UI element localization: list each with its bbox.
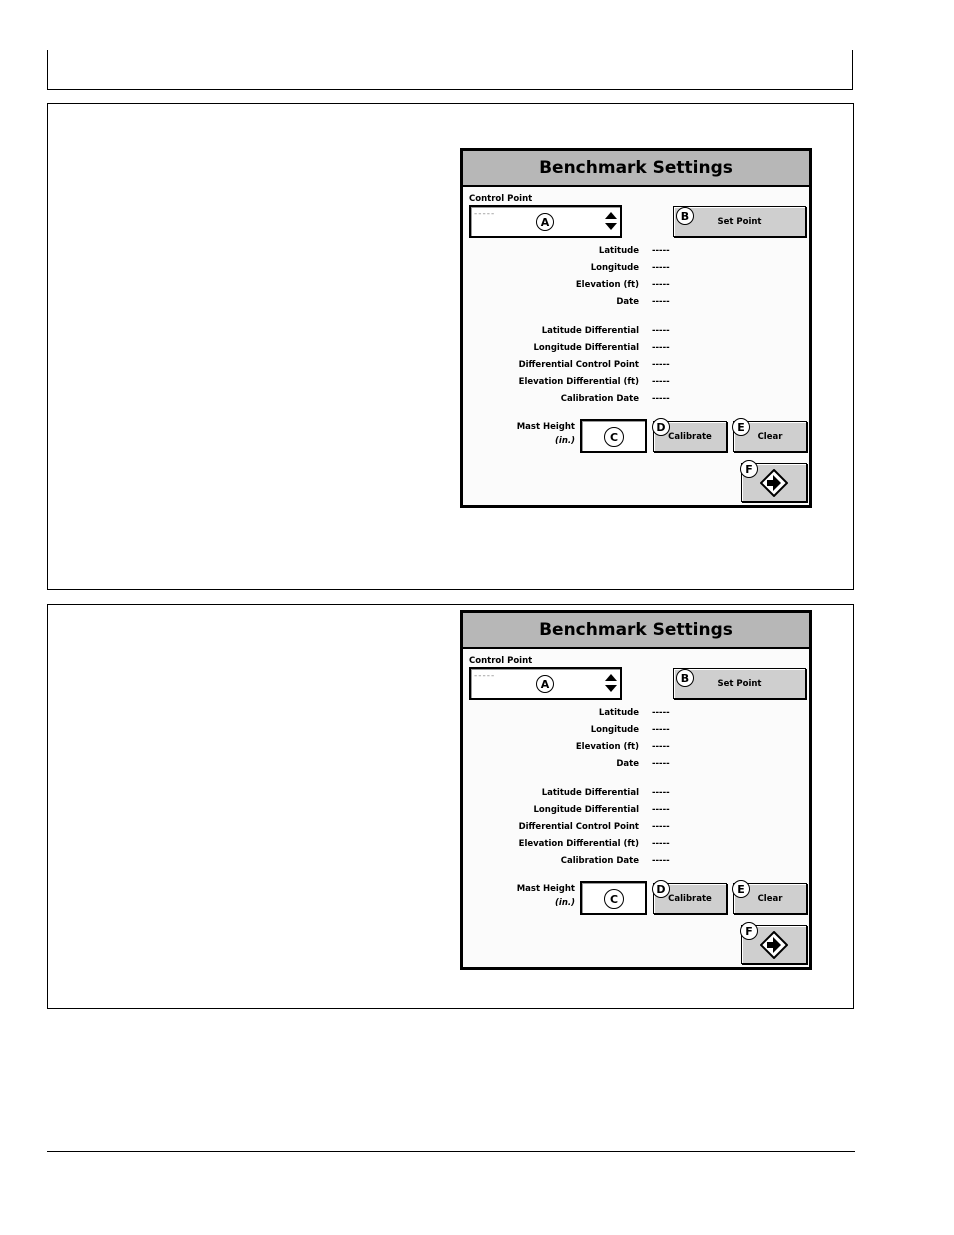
- callout-e: E: [732, 418, 750, 436]
- callout-c: C: [604, 889, 624, 909]
- set-point-button[interactable]: [673, 206, 806, 237]
- mast-height-input[interactable]: [580, 881, 647, 915]
- elevation-value: -----: [652, 742, 670, 752]
- callout-d: D: [652, 880, 670, 898]
- longitude-label: Longitude: [590, 263, 639, 273]
- latitude-value: -----: [652, 708, 670, 718]
- calibrate-label: Calibrate: [668, 431, 712, 442]
- arrow-right-diamond-icon: [760, 469, 788, 497]
- date-value: -----: [652, 759, 670, 769]
- control-point-label: Control Point: [469, 656, 533, 666]
- latitude-differential-label: Latitude Differential: [541, 326, 639, 336]
- mast-height-label: Mast Height: [516, 422, 575, 432]
- calibration-date-label: Calibration Date: [560, 856, 639, 866]
- callout-b: B: [676, 669, 694, 687]
- bottom-rule: [47, 1151, 855, 1152]
- control-point-dropdown[interactable]: [469, 205, 622, 238]
- control-point-placeholder: -----: [474, 209, 496, 219]
- calibrate-label: Calibrate: [668, 893, 712, 904]
- callout-f: F: [740, 460, 758, 478]
- callout-a: A: [536, 675, 554, 693]
- elevation-differential-label: Elevation Differential (ft): [518, 839, 639, 849]
- elevation-value: -----: [652, 280, 670, 290]
- differential-control-point-label: Differential Control Point: [518, 360, 639, 370]
- mast-height-unit: (in.): [555, 436, 575, 446]
- screen-title: Benchmark Settings: [463, 151, 809, 187]
- control-point-placeholder: -----: [474, 671, 496, 681]
- differential-control-point-value: -----: [652, 822, 670, 832]
- control-point-label: Control Point: [469, 194, 533, 204]
- elevation-differential-label: Elevation Differential (ft): [518, 377, 639, 387]
- elevation-label: Elevation (ft): [575, 742, 639, 752]
- callout-b: B: [676, 207, 694, 225]
- elevation-differential-value: -----: [652, 839, 670, 849]
- callout-d: D: [652, 418, 670, 436]
- callout-e: E: [732, 880, 750, 898]
- elevation-label: Elevation (ft): [575, 280, 639, 290]
- screen-title: Benchmark Settings: [463, 613, 809, 649]
- latitude-label: Latitude: [598, 708, 639, 718]
- latitude-value: -----: [652, 246, 670, 256]
- elevation-differential-value: -----: [652, 377, 670, 387]
- longitude-differential-label: Longitude Differential: [533, 343, 639, 353]
- callout-a: A: [536, 213, 554, 231]
- mast-height-unit: (in.): [555, 898, 575, 908]
- mast-height-label: Mast Height: [516, 884, 575, 894]
- date-label: Date: [616, 759, 639, 769]
- latitude-differential-value: -----: [652, 326, 670, 336]
- set-point-label: Set Point: [717, 678, 762, 689]
- longitude-value: -----: [652, 263, 670, 273]
- mast-height-input[interactable]: [580, 419, 647, 453]
- callout-f: F: [740, 922, 758, 940]
- up-down-arrows-icon[interactable]: [604, 673, 618, 695]
- set-point-label: Set Point: [717, 216, 762, 227]
- date-value: -----: [652, 297, 670, 307]
- longitude-differential-value: -----: [652, 343, 670, 353]
- top-frame: [47, 50, 853, 90]
- latitude-differential-label: Latitude Differential: [541, 788, 639, 798]
- calibration-date-label: Calibration Date: [560, 394, 639, 404]
- arrow-right-diamond-icon: [760, 931, 788, 959]
- differential-control-point-value: -----: [652, 360, 670, 370]
- set-point-button[interactable]: [673, 668, 806, 699]
- differential-control-point-label: Differential Control Point: [518, 822, 639, 832]
- control-point-dropdown[interactable]: [469, 667, 622, 700]
- up-down-arrows-icon[interactable]: [604, 211, 618, 233]
- clear-label: Clear: [757, 431, 783, 442]
- longitude-differential-label: Longitude Differential: [533, 805, 639, 815]
- latitude-label: Latitude: [598, 246, 639, 256]
- benchmark-settings-screen: [460, 148, 812, 508]
- date-label: Date: [616, 297, 639, 307]
- figure-panel-1: [47, 103, 854, 590]
- longitude-label: Longitude: [590, 725, 639, 735]
- callout-c: C: [604, 427, 624, 447]
- clear-label: Clear: [757, 893, 783, 904]
- calibration-date-value: -----: [652, 856, 670, 866]
- longitude-value: -----: [652, 725, 670, 735]
- longitude-differential-value: -----: [652, 805, 670, 815]
- figure-panel-2: [47, 604, 854, 1009]
- benchmark-settings-screen: [460, 610, 812, 970]
- calibration-date-value: -----: [652, 394, 670, 404]
- latitude-differential-value: -----: [652, 788, 670, 798]
